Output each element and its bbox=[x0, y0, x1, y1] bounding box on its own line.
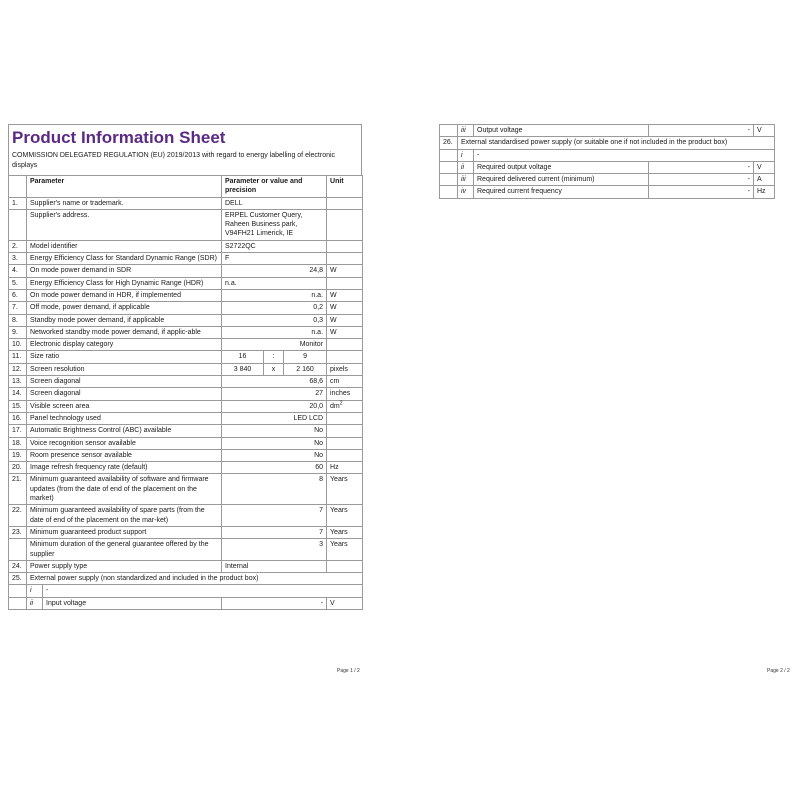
table-row: iv Required current frequency - Hz bbox=[440, 186, 775, 198]
table-row: 24. Power supply type Internal bbox=[9, 560, 363, 572]
table-row: 25. External power supply (non standardized and included in the product box) bbox=[9, 573, 363, 585]
table-row: 3. Energy Efficiency Class for Standard Dynamic Range (SDR) F bbox=[9, 253, 363, 265]
table-row: Supplier's address. ERPEL Customer Query, Raheen Business park, V94FH21 Limerick, IE bbox=[9, 209, 363, 240]
header-parameter: Parameter bbox=[27, 176, 222, 198]
table-row: 14. Screen diagonal 27 inches bbox=[9, 388, 363, 400]
header-unit: Unit bbox=[327, 176, 363, 198]
table-row: 9. Networked standby mode power demand, if applic-able n.a. W bbox=[9, 326, 363, 338]
page-2 bbox=[439, 124, 774, 199]
table-row: Minimum duration of the general guarantee offered by the supplier 3 Years bbox=[9, 539, 363, 561]
page-title: Product Information Sheet bbox=[12, 128, 226, 147]
table-row: 5. Energy Efficiency Class for High Dynamic Range (HDR) n.a. bbox=[9, 277, 363, 289]
table-row: 19. Room presence sensor available No bbox=[9, 449, 363, 461]
table-row: 15. Visible screen area 20,0 $dm^2$ bbox=[9, 400, 363, 412]
table-row: 10. Electronic display category Monitor bbox=[9, 339, 363, 351]
table-row: i - bbox=[9, 585, 363, 597]
product-info-table bbox=[8, 175, 363, 610]
page-1-number: Page 1 / 2 bbox=[337, 668, 360, 674]
table-row: 17. Automatic Brightness Control (ABC) available No bbox=[9, 425, 363, 437]
table-row: ii Input voltage - V bbox=[9, 597, 363, 609]
table-row: iii Output voltage - V bbox=[440, 125, 775, 137]
table-row: 8. Standby mode power demand, if applicable 0,3 W bbox=[9, 314, 363, 326]
table-row: 26. External standardised power supply (or suitable one if not included in the product box) bbox=[440, 137, 775, 149]
table-row: 6. On mode power demand in HDR, if implemented n.a. W bbox=[9, 289, 363, 301]
table-row: 12. Screen resolution 3 840 x 2 160 pixels bbox=[9, 363, 363, 375]
page-1 bbox=[8, 124, 362, 610]
table-row: 22. Minimum guaranteed availability of spare parts (from the date of end of the placement on the mar-ket) 7 Years bbox=[9, 505, 363, 527]
table-row: 20. Image refresh frequency rate (default) 60 Hz bbox=[9, 462, 363, 474]
table-row: ii Required output voltage - V bbox=[440, 161, 775, 173]
table-row: 4. On mode power demand in SDR 24,8 W bbox=[9, 265, 363, 277]
regulation-text: COMMISSION DELEGATED REGULATION (EU) 2019/2013 with regard to energy labelling of electronic displays bbox=[12, 152, 336, 169]
table-header-row bbox=[9, 176, 363, 198]
table-row: 16. Panel technology used LED LCD bbox=[9, 412, 363, 424]
table-row: 7. Off mode, power demand, if applicable 0,2 W bbox=[9, 302, 363, 314]
table-row: iii Required delivered current (minimum) - A bbox=[440, 174, 775, 186]
title-block bbox=[8, 124, 362, 175]
table-row: 21. Minimum guaranteed availability of software and firmware updates (from the date of end of the placement on the market) 8 Years bbox=[9, 474, 363, 505]
table-row: 11. Size ratio 16 : 9 bbox=[9, 351, 363, 363]
table-row: i - bbox=[440, 149, 775, 161]
table-row: 2. Model identifier S2722QC bbox=[9, 240, 363, 252]
table-row: 13. Screen diagonal 68,6 cm bbox=[9, 376, 363, 388]
table-row: 18. Voice recognition sensor available No bbox=[9, 437, 363, 449]
header-value: Parameter or value and precision bbox=[222, 176, 327, 198]
table-row: 23. Minimum guaranteed product support 7 Years bbox=[9, 526, 363, 538]
page-2-number: Page 2 / 2 bbox=[767, 668, 790, 674]
product-info-table-continued bbox=[439, 124, 775, 199]
table-row: 1. Supplier's name or trademark. DELL bbox=[9, 197, 363, 209]
